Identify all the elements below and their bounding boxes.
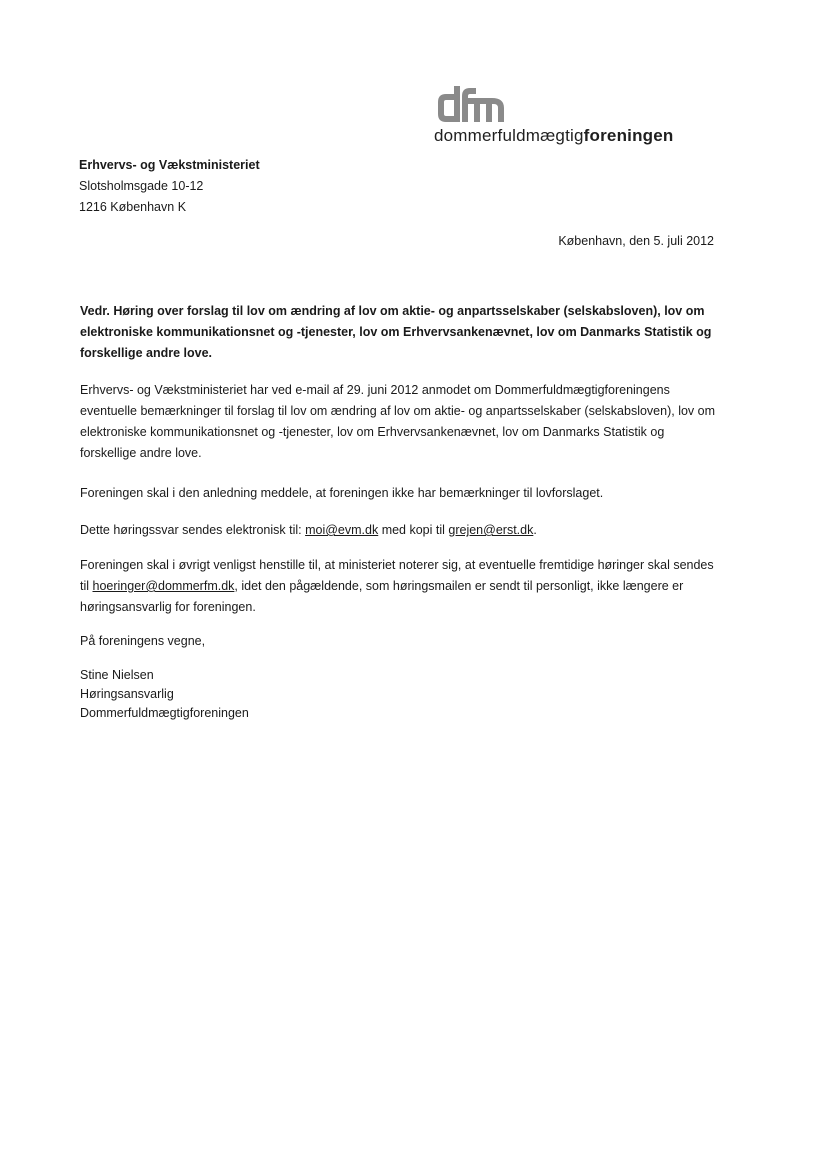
signature-block: [80, 666, 720, 723]
logo-wordmark: [434, 126, 674, 146]
recipient-city: 1216 København K: [79, 200, 187, 214]
recipient-organization: Erhvervs- og Vækstministeriet: [79, 158, 260, 172]
dfm-logo: [434, 82, 704, 150]
logo-wordmark-bold: foreningen: [583, 126, 674, 145]
paragraph-no-remarks: Foreningen skal i den anledning meddele, at foreningen ikke har bemærkninger til lovforslaget.: [80, 486, 604, 500]
sent-to-text-middle: med kopi til: [378, 523, 449, 537]
paragraph-sent-to: [80, 520, 720, 541]
date-line: København, den 5. juli 2012: [558, 234, 714, 248]
recipient-address: [79, 155, 260, 218]
closing-line: På foreningens vegne,: [80, 634, 206, 648]
signature-title: Høringsansvarlig: [80, 687, 174, 701]
signature-organization: Dommerfuldmægtigforeningen: [80, 706, 249, 720]
signature-name: Stine Nielsen: [80, 668, 154, 682]
sent-to-text-after: .: [533, 523, 537, 537]
email-link-grejen[interactable]: grejen@erst.dk: [448, 523, 534, 537]
dfm-logo-mark-icon: [434, 82, 506, 124]
email-link-moi[interactable]: moi@evm.dk: [305, 523, 379, 537]
paragraph-future-hearings: [80, 555, 720, 618]
subject-line: Vedr. Høring over forslag til lov om ændring af lov om aktie- og anpartsselskaber (selskabsloven), lov om elektroniske kommunikationsnet og -tjenester, lov om Erhvervsankenævnet, lov om Danmarks Statistik og forskellige andre love.: [80, 304, 712, 360]
paragraph-request: Erhvervs- og Vækstministeriet har ved e-mail af 29. juni 2012 anmodet om Dommerfuldmægtigforeningens eventuelle bemærkninger til forslag til lov om ændring af lov om aktie- og anpartsselskaber (selskabsloven), lov om elektroniske kommunikationsnet og -tjenester, lov om Erhvervsankenævnet, lov om Danmarks Statistik og forskellige andre love.: [80, 383, 716, 460]
sent-to-text-before: Dette høringssvar sendes elektronisk til:: [80, 523, 306, 537]
email-link-hoeringer[interactable]: hoeringer@dommerfm.dk: [92, 579, 235, 593]
future-hearings-text-before: Foreningen skal i øvrigt venligst henstille til, at ministeriet noterer sig, at eventuelle fremtidige høringer skal sendes til: [80, 558, 714, 593]
recipient-street: Slotsholmsgade 10-12: [79, 179, 204, 193]
future-hearings-text-after: , idet den pågældende, som høringsmailen er sendt til personligt, ikke længere er høringsansvarlig for foreningen.: [80, 579, 684, 614]
logo-wordmark-light: dommerfuldmægtig: [434, 126, 584, 145]
